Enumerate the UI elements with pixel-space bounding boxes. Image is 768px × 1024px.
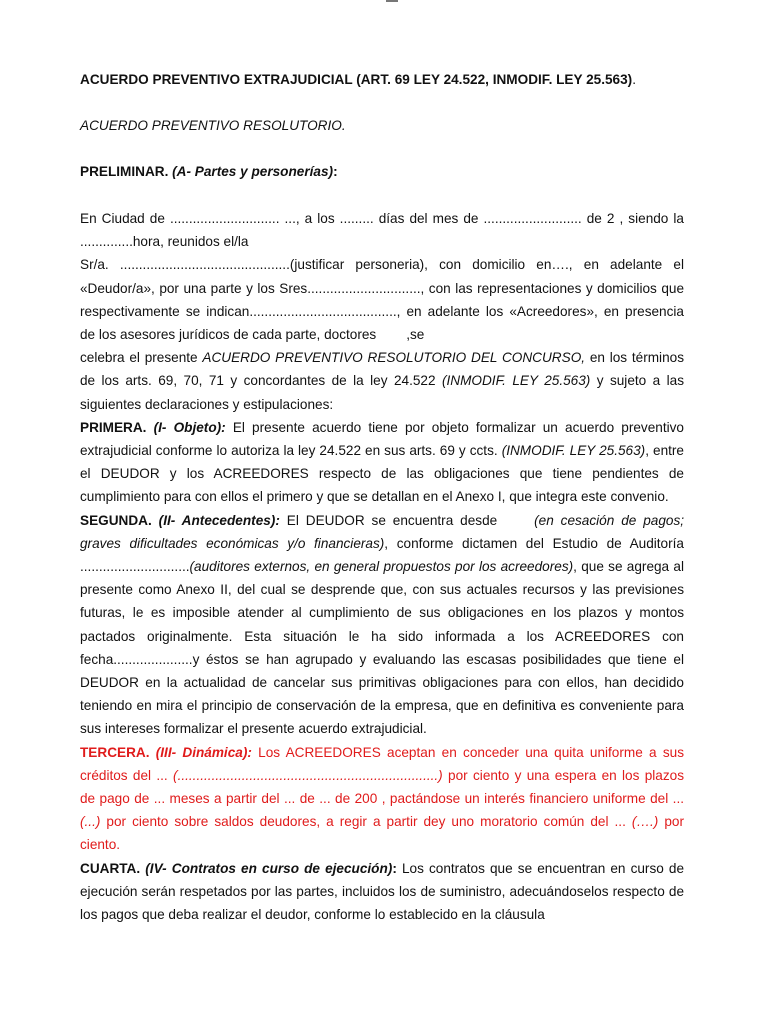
intro-paragraph-1: En Ciudad de ............................. ..., a los ......... días del mes de .......................... de 2 , siendo la ..............hora, reunidos el/la — [80, 211, 684, 250]
intro-paragraph-3: celebra el presente ACUERDO PREVENTIVO RESOLUTORIO DEL CONCURSO, en los términos de los arts. 69, 70, 71 y concordantes de la ley 24.522 (INMODIF. LEY 25.563) y sujeto a las siguientes declaraciones y estipulaciones: — [80, 350, 685, 412]
clause-label: PRIMERA. — [80, 419, 147, 435]
page-top-mark — [386, 0, 398, 2]
intro-paragraph-2: Sr/a. .............................................(justificar personeria), con domicilio en…., en adelante el «Deudor/a», por una parte y los Sres.............................., con las representaciones y domicilios que respectivamente se indican......................................., en adelante los «Acreedores», en presencia de los asesores jurídicos de cada parte, doctores ,se — [80, 257, 684, 343]
document-title: ACUERDO PREVENTIVO EXTRAJUDICIAL (ART. 69 LEY 24.522, INMODIF. LEY 25.563). — [80, 72, 636, 87]
clause-heading: (III- Dinámica): — [155, 744, 252, 760]
clause-label: CUARTA. — [80, 860, 141, 876]
preliminar-heading: PRELIMINAR. (A- Partes y personerías): — [80, 164, 338, 179]
document-body — [80, 207, 684, 926]
clause-tercera: TERCERA. (III- Dinámica): Los ACREEDORES aceptan en conceder una quita uniforme a sus créditos del ... (.....................................................................) por ciento y una espera en los plazos de pago de ... meses a partir del ... de ... de 200 , pactándose un interés financiero uniforme del ... (...) por ciento sobre saldos deudores, a regir a partir dey uno moratorio común del ... (….) por ciento. — [80, 744, 685, 853]
clause-segunda: SEGUNDA. (II- Antecedentes): El DEUDOR se encuentra desde (en cesación de pagos; graves dificultades económicas y/o financieras), conforme dictamen del Estudio de Auditoría .............................(auditores externos, en general propuestos por los acreedores), que se agrega al presente como Anexo II, del cual se desprende que, con sus actuales recursos y las previsiones futuras, le es imposible atender al cumplimiento de sus obligaciones en los plazos y montos pactados originalmente. Esta situación le ha sido informada a los ACREEDORES con fecha.....................y éstos se han agrupado y evaluando las escasas posibilidades que tiene el DEUDOR en la actualidad de cancelar sus primitivas obligaciones para con ellos, han decidido teniendo en mira el principio de conservación de la empresa, que en definitiva es conveniente para sus intereses formalizar el presente acuerdo extrajudicial. — [80, 512, 685, 737]
clause-heading: (I- Objeto): — [153, 419, 226, 435]
preliminar-label: PRELIMINAR. — [80, 164, 169, 179]
clause-primera: PRIMERA. (I- Objeto): El presente acuerdo tiene por objeto formalizar un acuerdo preventivo extrajudicial conforme lo autoriza la ley 24.522 en sus arts. 69 y ccts. (INMODIF. LEY 25.563), entre el DEUDOR y los ACREEDORES respecto de las obligaciones que tiene pendientes de cumplimiento para con ellos el primero y que se detallan en el Anexo I, que integra este convenio. — [80, 419, 684, 505]
preliminar-title: (A- Partes y personerías) — [172, 164, 334, 179]
clause-heading: (IV- Contratos en curso de ejecución) — [145, 860, 393, 876]
document-subtitle: ACUERDO PREVENTIVO RESOLUTORIO. — [80, 118, 346, 133]
clause-cuarta: CUARTA. (IV- Contratos en curso de ejecución): Los contratos que se encuentran en curso de ejecución serán respetados por las partes, incluidos los de suministro, adecuándoselos respecto de los pagos que deba realizar el deudor, conforme lo establecido en la cláusula — [80, 860, 685, 923]
clause-label: SEGUNDA. — [80, 512, 152, 528]
clause-heading: (II- Antecedentes): — [158, 512, 280, 528]
clause-label: TERCERA. — [80, 744, 150, 760]
